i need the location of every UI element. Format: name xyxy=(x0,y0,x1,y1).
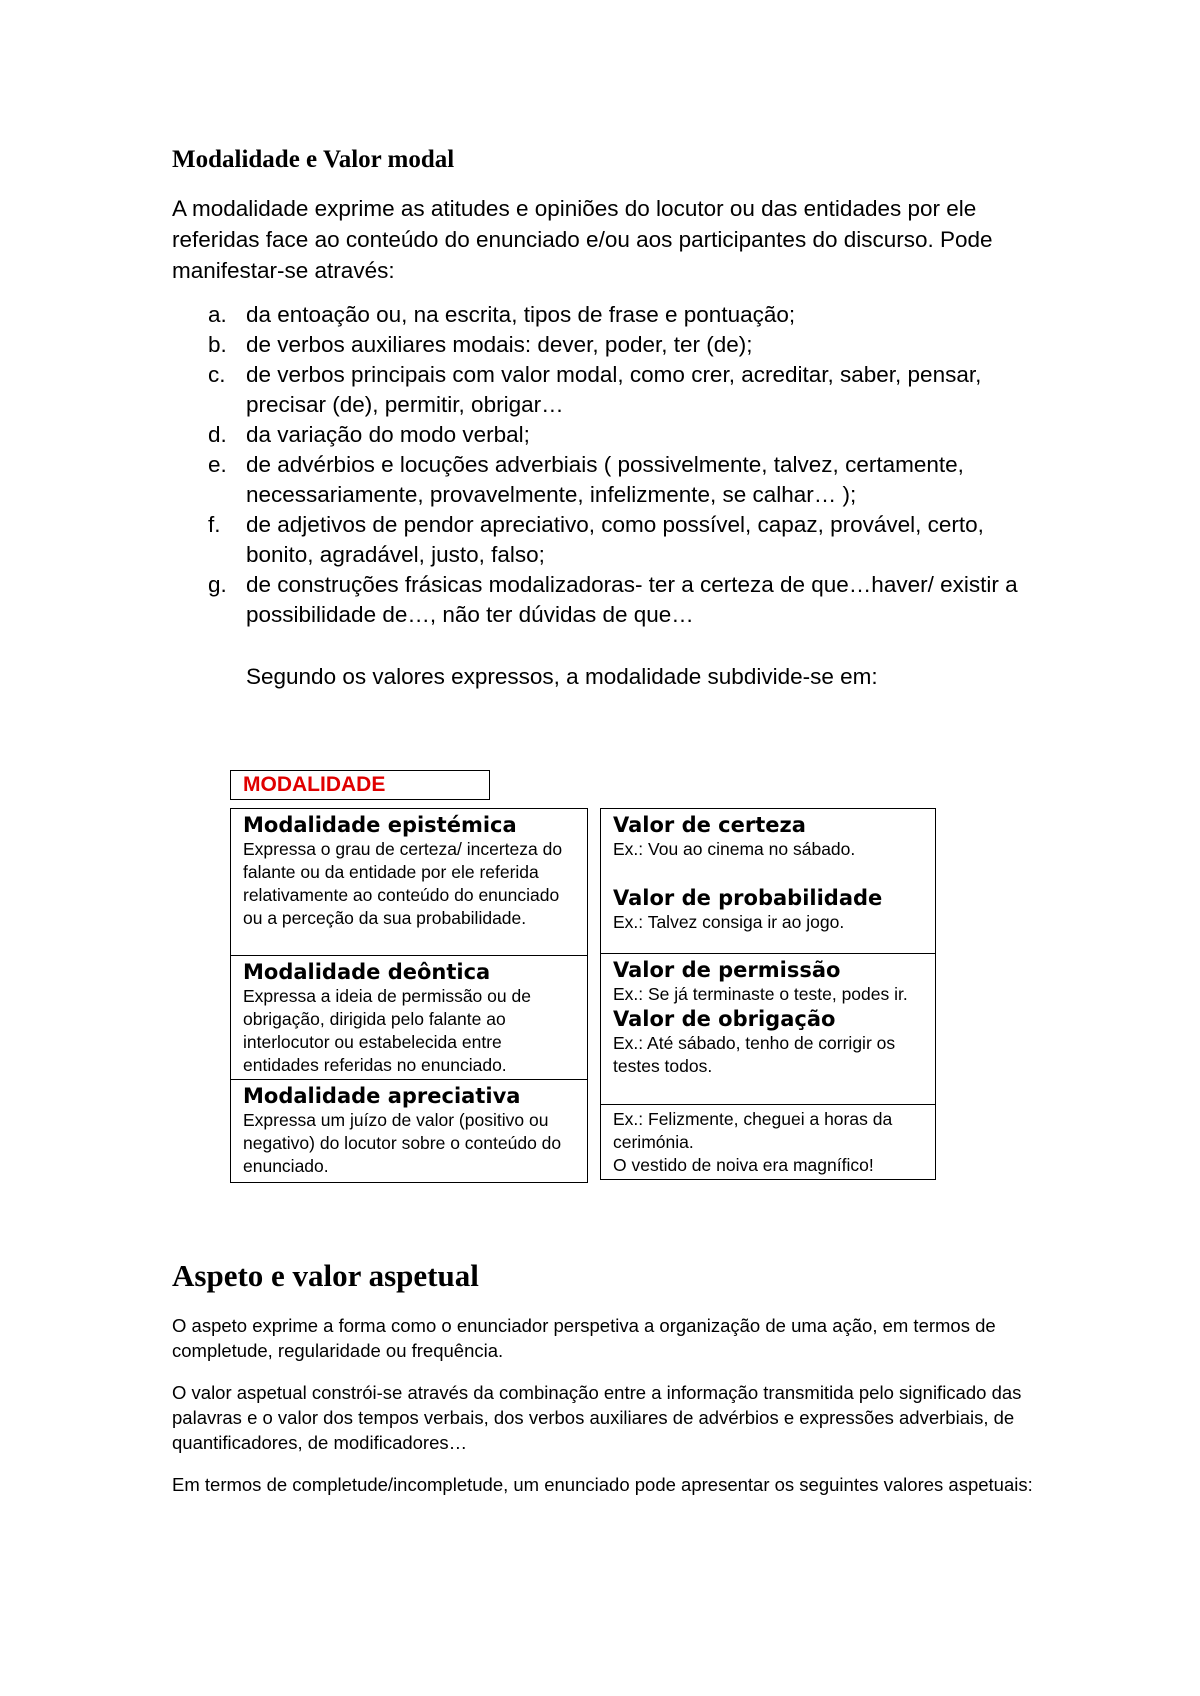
value-title-probabilidade: Valor de probabilidade xyxy=(613,886,883,910)
list-marker: c. xyxy=(208,362,226,387)
example-apreciativa-1: Ex.: Felizmente, cheguei a horas da cerimónia. xyxy=(613,1109,893,1152)
list-item-text: da variação do modo verbal; xyxy=(246,422,530,447)
list-marker: e. xyxy=(208,452,227,477)
list-item xyxy=(172,300,1042,330)
list-item-text: da entoação ou, na escrita, tipos de frase e pontuação; xyxy=(246,302,796,327)
list-item xyxy=(172,360,1042,420)
example-apreciativa-2: O vestido de noiva era magnífico! xyxy=(613,1155,874,1175)
list-item xyxy=(172,330,1042,360)
example-certeza: Ex.: Vou ao cinema no sábado. xyxy=(613,839,856,859)
appreciative-modality-cell xyxy=(230,1079,588,1183)
list-marker: g. xyxy=(208,572,227,597)
intro-paragraph: A modalidade exprime as atitudes e opiniões do locutor ou das entidades por ele referidas face ao conteúdo do enunciado e/ou aos participantes do discurso. Pode manifestar-se através: xyxy=(172,196,993,283)
modalidade-header-label: MODALIDADE xyxy=(243,773,386,796)
list-item xyxy=(172,450,1042,510)
list-marker: f. xyxy=(208,512,221,537)
section-title-aspeto: Aspeto e valor aspetual xyxy=(172,1258,479,1293)
epistemic-modality-cell xyxy=(230,808,588,956)
list-item xyxy=(172,420,1042,450)
example-permissao: Ex.: Se já terminaste o teste, podes ir. xyxy=(613,984,908,1004)
modality-means-list xyxy=(172,300,1042,630)
cell-title: Modalidade epistémica xyxy=(243,813,517,837)
appreciative-examples-cell xyxy=(600,1104,936,1180)
list-item xyxy=(172,570,1042,630)
cell-description: Expressa a ideia de permissão ou de obrigação, dirigida pelo falante ao interlocutor ou estabelecida entre entidades referidas no enunciado. xyxy=(243,986,531,1075)
cell-title: Modalidade apreciativa xyxy=(243,1084,521,1108)
certainty-probability-cell xyxy=(600,808,936,954)
list-marker: a. xyxy=(208,302,227,327)
example-obrigacao: Ex.: Até sábado, tenho de corrigir os testes todos. xyxy=(613,1033,896,1076)
list-item-text: de construções frásicas modalizadoras- ter a certeza de que…haver/ existir a possibilidade de…, não ter dúvidas de que… xyxy=(246,572,1018,627)
example-probabilidade: Ex.: Talvez consiga ir ao jogo. xyxy=(613,912,845,932)
value-title-permissao: Valor de permissão xyxy=(613,958,841,982)
list-item xyxy=(172,510,1042,570)
deontic-modality-cell xyxy=(230,955,588,1080)
subdivide-sentence: Segundo os valores expressos, a modalidade subdivide-se em: xyxy=(246,664,878,689)
list-item-text: de advérbios e locuções adverbiais ( possivelmente, talvez, certamente, necessariamente, provavelmente, infelizmente, se calhar… ); xyxy=(246,452,964,507)
cell-title: Modalidade deôntica xyxy=(243,960,491,984)
aspect-paragraph-1: O aspeto exprime a forma como o enunciador perspetiva a organização de uma ação, em termos de completude, regularidade ou frequência. xyxy=(172,1315,996,1361)
section-title-modalidade: Modalidade e Valor modal xyxy=(172,146,455,173)
cell-description: Expressa o grau de certeza/ incerteza do falante ou da entidade por ele referida relativamente ao conteúdo do enunciado ou a perceção da sua probabilidade. xyxy=(243,839,563,928)
list-item-text: de adjetivos de pendor apreciativo, como possível, capaz, provável, certo, bonito, agradável, justo, falso; xyxy=(246,512,984,567)
aspect-paragraph-2: O valor aspetual constrói-se através da combinação entre a informação transmitida pelo significado das palavras e o valor dos tempos verbais, dos verbos auxiliares de advérbios e expressões adverbiais, de quantificadores, de modificadores… xyxy=(172,1382,1022,1453)
aspect-paragraph-3: Em termos de completude/incompletude, um enunciado pode apresentar os seguintes valores aspetuais: xyxy=(172,1474,1033,1495)
value-title-obrigacao: Valor de obrigação xyxy=(613,1007,836,1031)
list-marker: b. xyxy=(208,332,227,357)
list-marker: d. xyxy=(208,422,227,447)
modalidade-header-box xyxy=(230,770,490,800)
permission-obligation-cell xyxy=(600,953,936,1105)
list-item-text: de verbos auxiliares modais: dever, poder, ter (de); xyxy=(246,332,753,357)
value-title-certeza: Valor de certeza xyxy=(613,813,806,837)
cell-description: Expressa um juízo de valor (positivo ou negativo) do locutor sobre o conteúdo do enunciado. xyxy=(243,1110,562,1176)
list-item-text: de verbos principais com valor modal, como crer, acreditar, saber, pensar, precisar (de), permitir, obrigar… xyxy=(246,362,982,417)
